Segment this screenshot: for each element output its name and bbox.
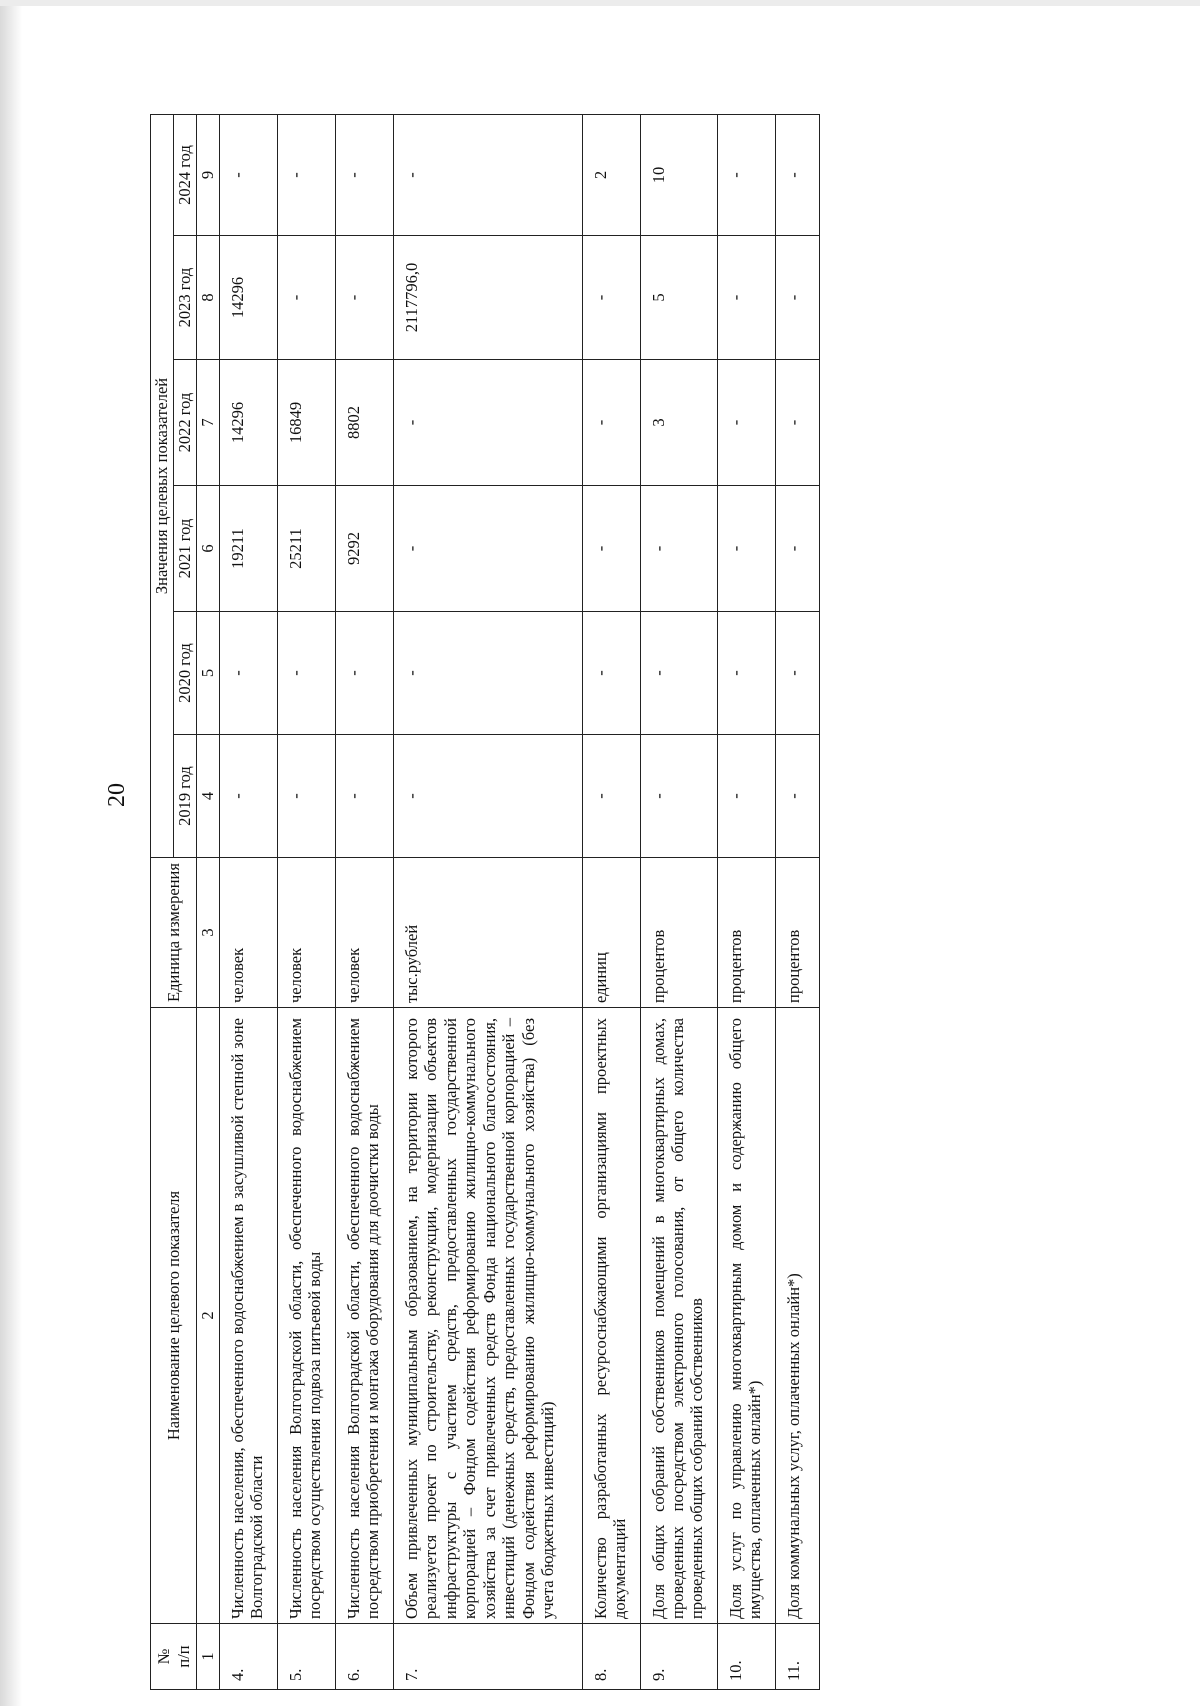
- header-row-col-numbers: [197, 114, 220, 1689]
- row-unit: человек: [277, 858, 335, 1008]
- page-number: 20: [104, 783, 130, 807]
- col-number: 3: [197, 858, 220, 1008]
- row-value: -: [775, 735, 819, 858]
- row-value: 16849: [277, 360, 335, 486]
- row-value: -: [393, 486, 582, 612]
- row-value: -: [717, 486, 775, 612]
- row-value: -: [775, 486, 819, 612]
- col-number: 5: [197, 612, 220, 735]
- row-value: -: [775, 360, 819, 486]
- row-value: -: [640, 486, 717, 612]
- row-value: -: [335, 735, 393, 858]
- row-value: 14296: [220, 360, 278, 486]
- row-value: -: [717, 236, 775, 360]
- col-number: 7: [197, 360, 220, 486]
- header-year: 2022 год: [174, 360, 197, 486]
- row-value: -: [775, 612, 819, 735]
- rotated-page-content: [150, 115, 1200, 1690]
- row-value: -: [277, 735, 335, 858]
- row-value: 3: [640, 360, 717, 486]
- row-value: -: [393, 360, 582, 486]
- row-value: -: [335, 236, 393, 360]
- row-name: Доля услуг по управлению многоквартирным домом и содержанию общего имущества, оплаченных онлайн*): [717, 1008, 775, 1624]
- row-name: Количество разработанных ресурсоснабжающими организациями проектных документаций: [582, 1008, 640, 1624]
- row-value: -: [717, 612, 775, 735]
- row-num: 5.: [277, 1624, 335, 1690]
- header-name: Наименование целевого показателя: [151, 1008, 197, 1624]
- row-value: 19211: [220, 486, 278, 612]
- row-name: Доля коммунальных услуг, оплаченных онлайн*): [775, 1008, 819, 1624]
- header-unit: Единица измерения: [151, 858, 197, 1008]
- row-value: -: [335, 114, 393, 235]
- col-number: 4: [197, 735, 220, 858]
- row-value: 10: [640, 114, 717, 235]
- row-unit: процентов: [775, 858, 819, 1008]
- row-value: 2117796,0: [393, 236, 582, 360]
- table-row: [393, 114, 582, 1689]
- row-value: -: [582, 236, 640, 360]
- row-name: Объем привлеченных муниципальным образованием, на территории которого реализуется проект по строительству, реконструкции, модернизации объектов инфраструктуры с участием средств, предоставленных государственной корпорацией – Фондом содействия реформированию жилищно-коммунального хозяйства за счет привлеченных средств Фонда национального благосостояния, инвестиций (денежных средств, предоставленных государственной корпорацией – Фондом содействия реформированию жилищно-коммунального хозяйства) (без учета бюджетных инвестиций): [393, 1008, 582, 1624]
- col-number: 2: [197, 1008, 220, 1624]
- row-num: 9.: [640, 1624, 717, 1690]
- table-row: [717, 114, 775, 1689]
- header-year: 2021 год: [174, 486, 197, 612]
- row-num: 8.: [582, 1624, 640, 1690]
- row-unit: единиц: [582, 858, 640, 1008]
- row-unit: тыс.рублей: [393, 858, 582, 1008]
- header-values-group: Значения целевых показателей: [151, 114, 174, 857]
- row-value: -: [582, 612, 640, 735]
- row-value: -: [277, 114, 335, 235]
- row-value: 9292: [335, 486, 393, 612]
- row-name: Численность населения, обеспеченного водоснабжением в засушливой степной зоне Волгоградской области: [220, 1008, 278, 1624]
- col-number: 9: [197, 114, 220, 235]
- table-row: [277, 114, 335, 1689]
- header-year: 2019 год: [174, 735, 197, 858]
- row-value: -: [640, 612, 717, 735]
- table-row: [582, 114, 640, 1689]
- row-value: 25211: [277, 486, 335, 612]
- row-value: 8802: [335, 360, 393, 486]
- scan-edge-top: [0, 0, 1200, 6]
- row-value: 2: [582, 114, 640, 235]
- header-row-1: [151, 114, 174, 1689]
- row-value: -: [582, 486, 640, 612]
- row-value: -: [220, 114, 278, 235]
- row-value: 5: [640, 236, 717, 360]
- target-indicators-table: [150, 114, 820, 1690]
- row-value: -: [775, 114, 819, 235]
- header-year: 2020 год: [174, 612, 197, 735]
- col-number: 6: [197, 486, 220, 612]
- table-row: [335, 114, 393, 1689]
- row-value: -: [582, 735, 640, 858]
- header-num: № п/п: [151, 1624, 197, 1690]
- table-row: [775, 114, 819, 1689]
- row-unit: человек: [220, 858, 278, 1008]
- col-number: 8: [197, 236, 220, 360]
- row-value: -: [393, 612, 582, 735]
- row-num: 11.: [775, 1624, 819, 1690]
- row-unit: человек: [335, 858, 393, 1008]
- col-number: 1: [197, 1624, 220, 1690]
- row-value: -: [277, 236, 335, 360]
- row-name: Численность населения Волгоградской области, обеспеченного водоснабжением посредством приобретения и монтажа оборудования для доочистки воды: [335, 1008, 393, 1624]
- row-value: -: [220, 612, 278, 735]
- row-value: -: [717, 114, 775, 235]
- row-value: -: [220, 735, 278, 858]
- row-name: Численность населения Волгоградской области, обеспеченного водоснабжением посредством осуществления подвоза питьевой воды: [277, 1008, 335, 1624]
- row-name: Доля общих собраний собственников помещений в многоквартирных домах, проведенных посредством электронного голосования, от общего количества проведенных общих собраний собственников: [640, 1008, 717, 1624]
- row-value: -: [717, 360, 775, 486]
- row-unit: процентов: [717, 858, 775, 1008]
- scan-edge-shadow: [0, 0, 22, 1706]
- row-value: -: [717, 735, 775, 858]
- row-num: 6.: [335, 1624, 393, 1690]
- header-year: 2024 год: [174, 114, 197, 235]
- row-value: -: [393, 735, 582, 858]
- row-value: -: [640, 735, 717, 858]
- row-value: -: [775, 236, 819, 360]
- row-num: 7.: [393, 1624, 582, 1690]
- row-value: -: [393, 114, 582, 235]
- row-num: 10.: [717, 1624, 775, 1690]
- table-row: [640, 114, 717, 1689]
- header-year: 2023 год: [174, 236, 197, 360]
- row-value: -: [277, 612, 335, 735]
- row-unit: процентов: [640, 858, 717, 1008]
- table-row: [220, 114, 278, 1689]
- row-value: -: [582, 360, 640, 486]
- row-value: -: [335, 612, 393, 735]
- row-value: 14296: [220, 236, 278, 360]
- row-num: 4.: [220, 1624, 278, 1690]
